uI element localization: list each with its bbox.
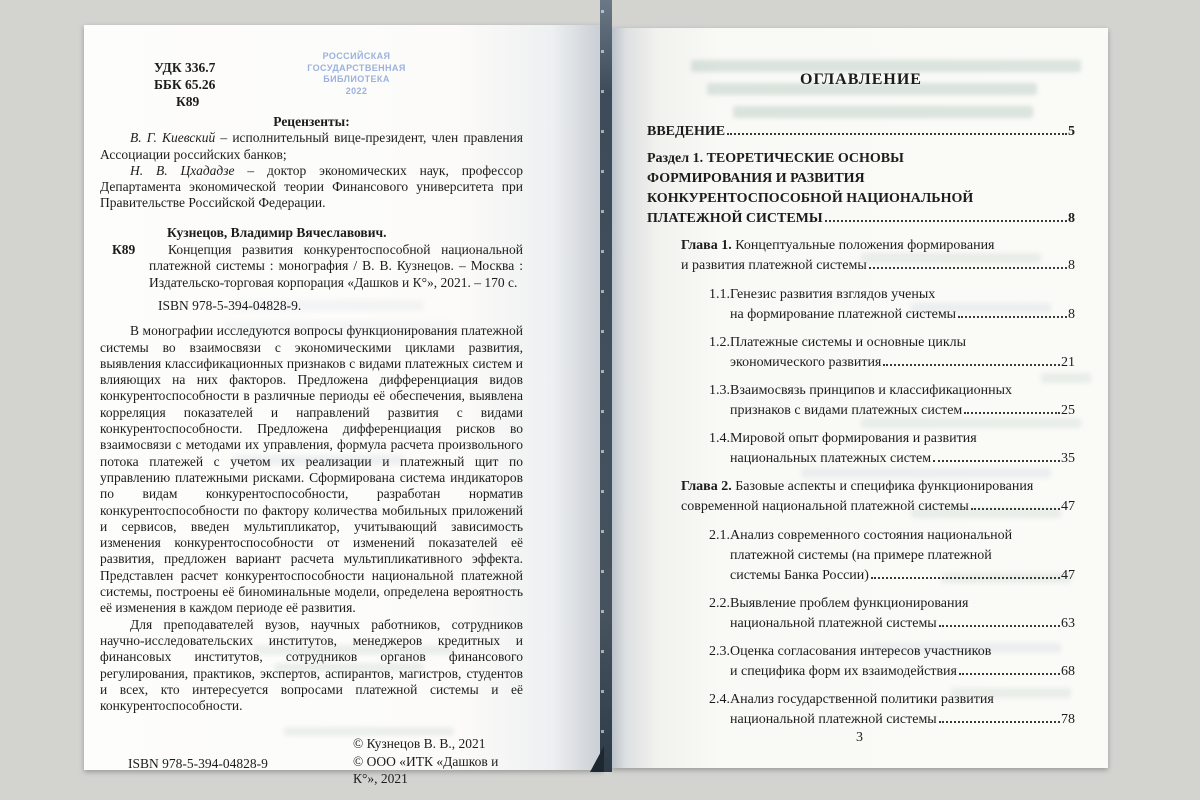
toc-entry [647, 594, 1075, 634]
imprint-content [84, 25, 603, 787]
toc-entry-text: Анализ государственной политики развития [730, 692, 994, 707]
toc-entry-text: признаков с видами платежных систем [730, 403, 963, 418]
toc-entry-text: ПЛАТЕЖНОЙ СИСТЕМЫ [647, 211, 823, 226]
toc-entry [647, 333, 1075, 373]
toc-entry-text: ФОРМИРОВАНИЯ И РАЗВИТИЯ [647, 171, 865, 186]
udk-code: УДК 336.7 [154, 60, 216, 75]
toc-dot-leader [959, 673, 1060, 675]
toc-entry [647, 285, 1075, 325]
reviewers-heading: Рецензенты: [273, 114, 350, 129]
toc-entry-number: 2.2. [709, 596, 730, 611]
toc-dot-leader [869, 267, 1067, 269]
catalog-card-code: К89 [112, 242, 136, 258]
toc-entry-page: 63 [1061, 616, 1075, 631]
toc-entry-text: Взаимосвязь принципов и классификационных [730, 383, 1012, 398]
toc-entry-number: 1.3. [709, 383, 730, 398]
catalog-codes [154, 59, 523, 110]
toc-entry-text: Платежные системы и основные циклы [730, 335, 967, 350]
isbn-bottom: ISBN 978-5-394-04828-9 [128, 756, 268, 772]
toc-entry-page: 8 [1068, 307, 1075, 322]
isbn-line: ISBN 978-5-394-04828-9. [158, 297, 302, 313]
left-page [84, 25, 603, 787]
toc-entry-text: Оценка согласования интересов участников [730, 644, 992, 659]
toc-list [647, 122, 1075, 730]
catalog-card [100, 242, 523, 314]
annotation-paragraph: В монографии исследуются вопросы функционирования платежной системы во взаимосвязи с экономическими циклами развития, выявления классификационных признаков с видами платежных систем и влияющих на них факторов. Предложена дифференциация видов конкурентоспособности в различные периоды её обеспечения, выявлена корреляция показателей и направлений развития с видами конкурентоспособности. Предложена дифференциация рисков во взаимосвязи с методами их управления, формула расчета произвольного потока платежей с учетом их реализации и платежный щит по управлению платежными рисками. Сформирована система индикаторов по видам конкурентоспособности, разработан норматив конкурентоспособности по фактору количества мобильных приложений и сервисов, введен мультипликатор, учитывающий зависимость изменения конкурентоспособности от изменений показателей её развития, предложен вариант расчета мультипликативного эффекта. Представлен расчет конкурентоспособности национальной платежной системы, построены её биноминальные модели, определена вероятность её изменения в каждом периоде её развития. [100, 323, 523, 616]
toc-entry-text: национальной платежной системы [730, 616, 937, 631]
stamp-line: ГОСУДАРСТВЕННАЯ [307, 62, 406, 73]
copyright-author: © Кузнецов В. В., 2021 [353, 736, 486, 752]
toc-entry-page: 35 [1061, 451, 1075, 466]
toc-entry-page: 25 [1061, 403, 1075, 418]
toc-entry-number: 2.1. [709, 528, 730, 543]
toc-entry-text: ВВЕДЕНИЕ [647, 124, 726, 139]
toc-entry [647, 477, 1075, 517]
toc-entry-text: системы Банка России) [730, 568, 869, 583]
author-sign-code: К89 [176, 94, 200, 109]
toc-entry [647, 236, 1075, 276]
toc-entry [647, 381, 1075, 421]
toc-entry-page: 8 [1068, 211, 1075, 226]
bibliographic-description: Концепция развития конкурентоспособной национальной платежной системы : монография / В. В. Кузнецов. – Москва : Издательско-торговая корпорация «Дашков и К°», 2021. – 170 с. [149, 242, 523, 290]
toc-entry-text: и развития платежной системы [681, 258, 867, 273]
toc-entry-text: на формирование платежной системы [730, 307, 957, 322]
stamp-line: РОССИЙСКАЯ [322, 51, 391, 61]
toc-entry [647, 526, 1075, 586]
toc-entry-text: КОНКУРЕНТОСПОСОБНОЙ НАЦИОНАЛЬНОЙ [647, 191, 974, 206]
toc-entry-page: 5 [1068, 124, 1075, 139]
toc-entry-number: 1.2. [709, 335, 730, 350]
toc-entry [647, 149, 1075, 229]
toc-entry [647, 429, 1075, 469]
right-page [611, 28, 1108, 768]
toc-entry-text: национальных платежных систем [730, 451, 932, 466]
toc-entry [647, 690, 1075, 730]
toc-entry-number: 1.4. [709, 431, 730, 446]
toc-entry [647, 642, 1075, 682]
audience-paragraph: Для преподавателей вузов, научных работников, сотрудников научно-исследовательских институтов, менеджеров кредитных и финансовых институтов, сотрудников органов финансового регулирования, практиков, экспертов, аспирантов, магистров, студентов и всех, кто интересуется вопросами платежной системы и её конкурентоспособности. [100, 616, 523, 714]
toc-entry-text: Глава 2. Базовые аспекты и специфика функционирования [681, 479, 1034, 494]
reviewer-1 [100, 130, 523, 163]
copyright-publisher: © ООО «ИТК «Дашков и К°», 2021 [353, 753, 499, 787]
reviewer-2-name: Н. В. Цхададзе [130, 162, 235, 178]
toc-entry-text: Выявление проблем функционирования [730, 596, 969, 611]
toc-title: ОГЛАВЛЕНИЕ [800, 71, 922, 88]
toc-dot-leader [939, 721, 1060, 723]
copyright-block [100, 735, 523, 787]
toc-entry-text: и специфика форм их взаимодействия [730, 664, 957, 679]
toc-dot-leader [939, 625, 1060, 627]
spine-stitches [601, 10, 604, 755]
toc-entry-number: 2.3. [709, 644, 730, 659]
stamp-line: БИБЛИОТЕКА [323, 74, 390, 84]
toc-dot-leader [964, 412, 1060, 414]
book-spine-gutter [600, 0, 612, 772]
toc-dot-leader [871, 577, 1060, 579]
bbk-code: ББК 65.26 [154, 77, 216, 92]
stamp-line: 2022 [345, 85, 368, 96]
page-number: 3 [856, 730, 863, 745]
toc-entry-number: 1.1. [709, 287, 730, 302]
toc-entry-page: 78 [1061, 712, 1075, 727]
reviewer-2-description: – доктор экономических наук, профессор Департамента экономической теории Финансового университета при Правительстве Российской Федерации. [100, 162, 523, 211]
toc-dot-leader [971, 508, 1060, 510]
reviewer-1-description: – исполнительный вице-президент, член правления Ассоциации российских банков; [100, 130, 523, 162]
toc-entry-text: современной национальной платежной системы [681, 499, 969, 514]
toc-entry-page: 8 [1068, 258, 1075, 273]
toc-entry-page: 21 [1061, 355, 1075, 370]
toc-content [611, 28, 1108, 730]
toc-dot-leader [933, 460, 1060, 462]
toc-dot-leader [958, 316, 1067, 318]
toc-entry [647, 122, 1075, 142]
toc-entry-text: Генезис развития взглядов ученых [730, 287, 936, 302]
toc-entry-text: Глава 1. Концептуальные положения формирования [681, 238, 995, 253]
toc-dot-leader [727, 133, 1067, 135]
author-heading: Кузнецов, Владимир Вячеславович. [167, 224, 387, 240]
toc-entry-page: 47 [1061, 568, 1075, 583]
reviewer-1-name: В. Г. Киевский [130, 130, 216, 146]
toc-entry-text: платежной системы (на примере платежной [730, 548, 992, 563]
reviewer-2 [100, 163, 523, 212]
toc-entry-text: экономического развития [730, 355, 882, 370]
toc-dot-leader [883, 364, 1060, 366]
toc-entry-page: 47 [1061, 499, 1075, 514]
toc-entry-text: Мировой опыт формирования и развития [730, 431, 977, 446]
toc-entry-text: Анализ современного состояния национальной [730, 528, 1013, 543]
toc-dot-leader [825, 220, 1067, 222]
toc-entry-page: 68 [1061, 664, 1075, 679]
page-curl-shadow [590, 746, 604, 772]
toc-entry-text: национальной платежной системы [730, 712, 937, 727]
toc-entry-text: Раздел 1. ТЕОРЕТИЧЕСКИЕ ОСНОВЫ [647, 151, 904, 166]
toc-entry-number: 2.4. [709, 692, 730, 707]
